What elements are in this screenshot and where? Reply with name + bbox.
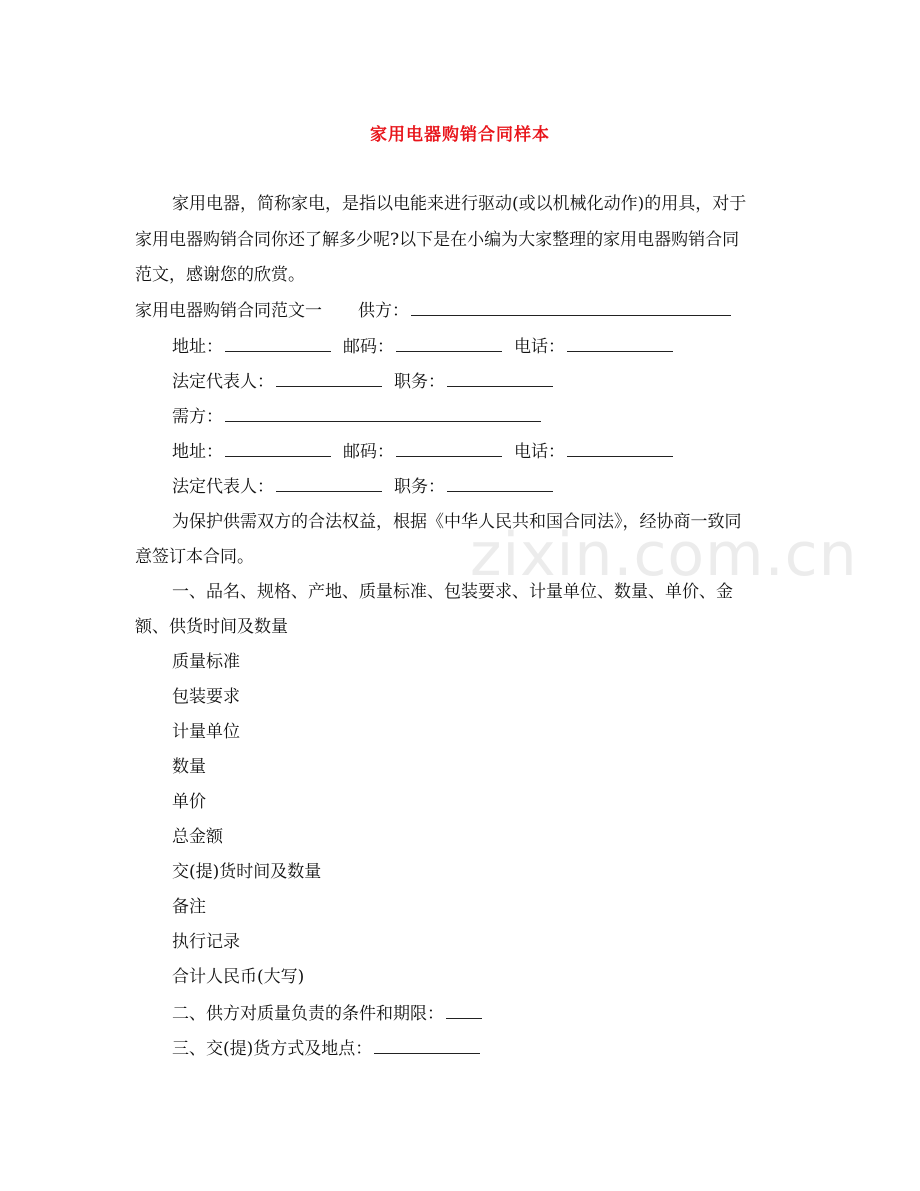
list-item: 合计人民币(大写) [172, 967, 305, 987]
phone-label: 电话： [514, 337, 565, 357]
intro-line-3: 范文，感谢您的欣赏。 [135, 265, 305, 285]
supplier-address-row [172, 335, 675, 358]
supplier-row [135, 299, 733, 322]
intro-line-2: 家用电器购销合同你还了解多少呢?以下是在小编为大家整理的家用电器购销合同 [135, 230, 740, 250]
phone-label: 电话： [514, 442, 565, 462]
document-title: 家用电器购销合同样本 [370, 125, 550, 145]
phone-blank[interactable] [567, 440, 673, 457]
address-label: 地址： [172, 337, 223, 357]
position-blank[interactable] [447, 370, 553, 387]
list-item: 计量单位 [172, 722, 240, 742]
phone-blank[interactable] [567, 335, 673, 352]
supplier-rep-row [172, 370, 555, 393]
address-label: 地址： [172, 442, 223, 462]
sample-label: 家用电器购销合同范文一 [135, 301, 322, 321]
address-blank[interactable] [225, 440, 331, 457]
legal-rep-label: 法定代表人： [172, 477, 274, 497]
clause3-text: 三、交(提)货方式及地点： [172, 1039, 373, 1059]
buyer-row [172, 405, 543, 428]
list-item: 执行记录 [172, 932, 240, 952]
list-item: 总金额 [172, 827, 223, 847]
supplier-blank[interactable] [411, 299, 731, 316]
clause2-row [172, 1002, 484, 1025]
legal-rep-blank[interactable] [276, 370, 382, 387]
postcode-blank[interactable] [396, 335, 502, 352]
list-item: 交(提)货时间及数量 [172, 862, 322, 882]
list-item: 质量标准 [172, 652, 240, 672]
buyer-label: 需方： [172, 407, 223, 427]
legal-rep-label: 法定代表人： [172, 372, 274, 392]
position-label: 职务： [394, 477, 445, 497]
buyer-rep-row [172, 475, 555, 498]
watermark: zixin.com.cn [470, 520, 858, 590]
position-label: 职务： [394, 372, 445, 392]
intro-line-1: 家用电器，简称家电，是指以电能来进行驱动(或以机械化动作)的用具，对于 [172, 194, 747, 214]
buyer-address-row [172, 440, 675, 463]
clause1-line-2: 额、供货时间及数量 [135, 617, 288, 637]
list-item: 单价 [172, 792, 206, 812]
supplier-label: 供方： [358, 301, 409, 321]
clause2-blank[interactable] [446, 1002, 482, 1019]
legal-rep-blank[interactable] [276, 475, 382, 492]
clause3-blank[interactable] [374, 1037, 480, 1054]
postcode-label: 邮码： [343, 442, 394, 462]
address-blank[interactable] [225, 335, 331, 352]
list-item: 包装要求 [172, 687, 240, 707]
clause3-row [172, 1037, 482, 1060]
clause1-line-1: 一、品名、规格、产地、质量标准、包装要求、计量单位、数量、单价、金 [172, 582, 733, 602]
list-item: 数量 [172, 757, 206, 777]
postcode-blank[interactable] [396, 440, 502, 457]
buyer-blank[interactable] [225, 405, 541, 422]
agreement-line-2: 意签订本合同。 [135, 547, 254, 567]
position-blank[interactable] [447, 475, 553, 492]
agreement-line-1: 为保护供需双方的合法权益，根据《中华人民共和国合同法》，经协商一致同 [172, 512, 742, 532]
clause2-text: 二、供方对质量负责的条件和期限： [172, 1004, 444, 1024]
postcode-label: 邮码： [343, 337, 394, 357]
list-item: 备注 [172, 897, 206, 917]
